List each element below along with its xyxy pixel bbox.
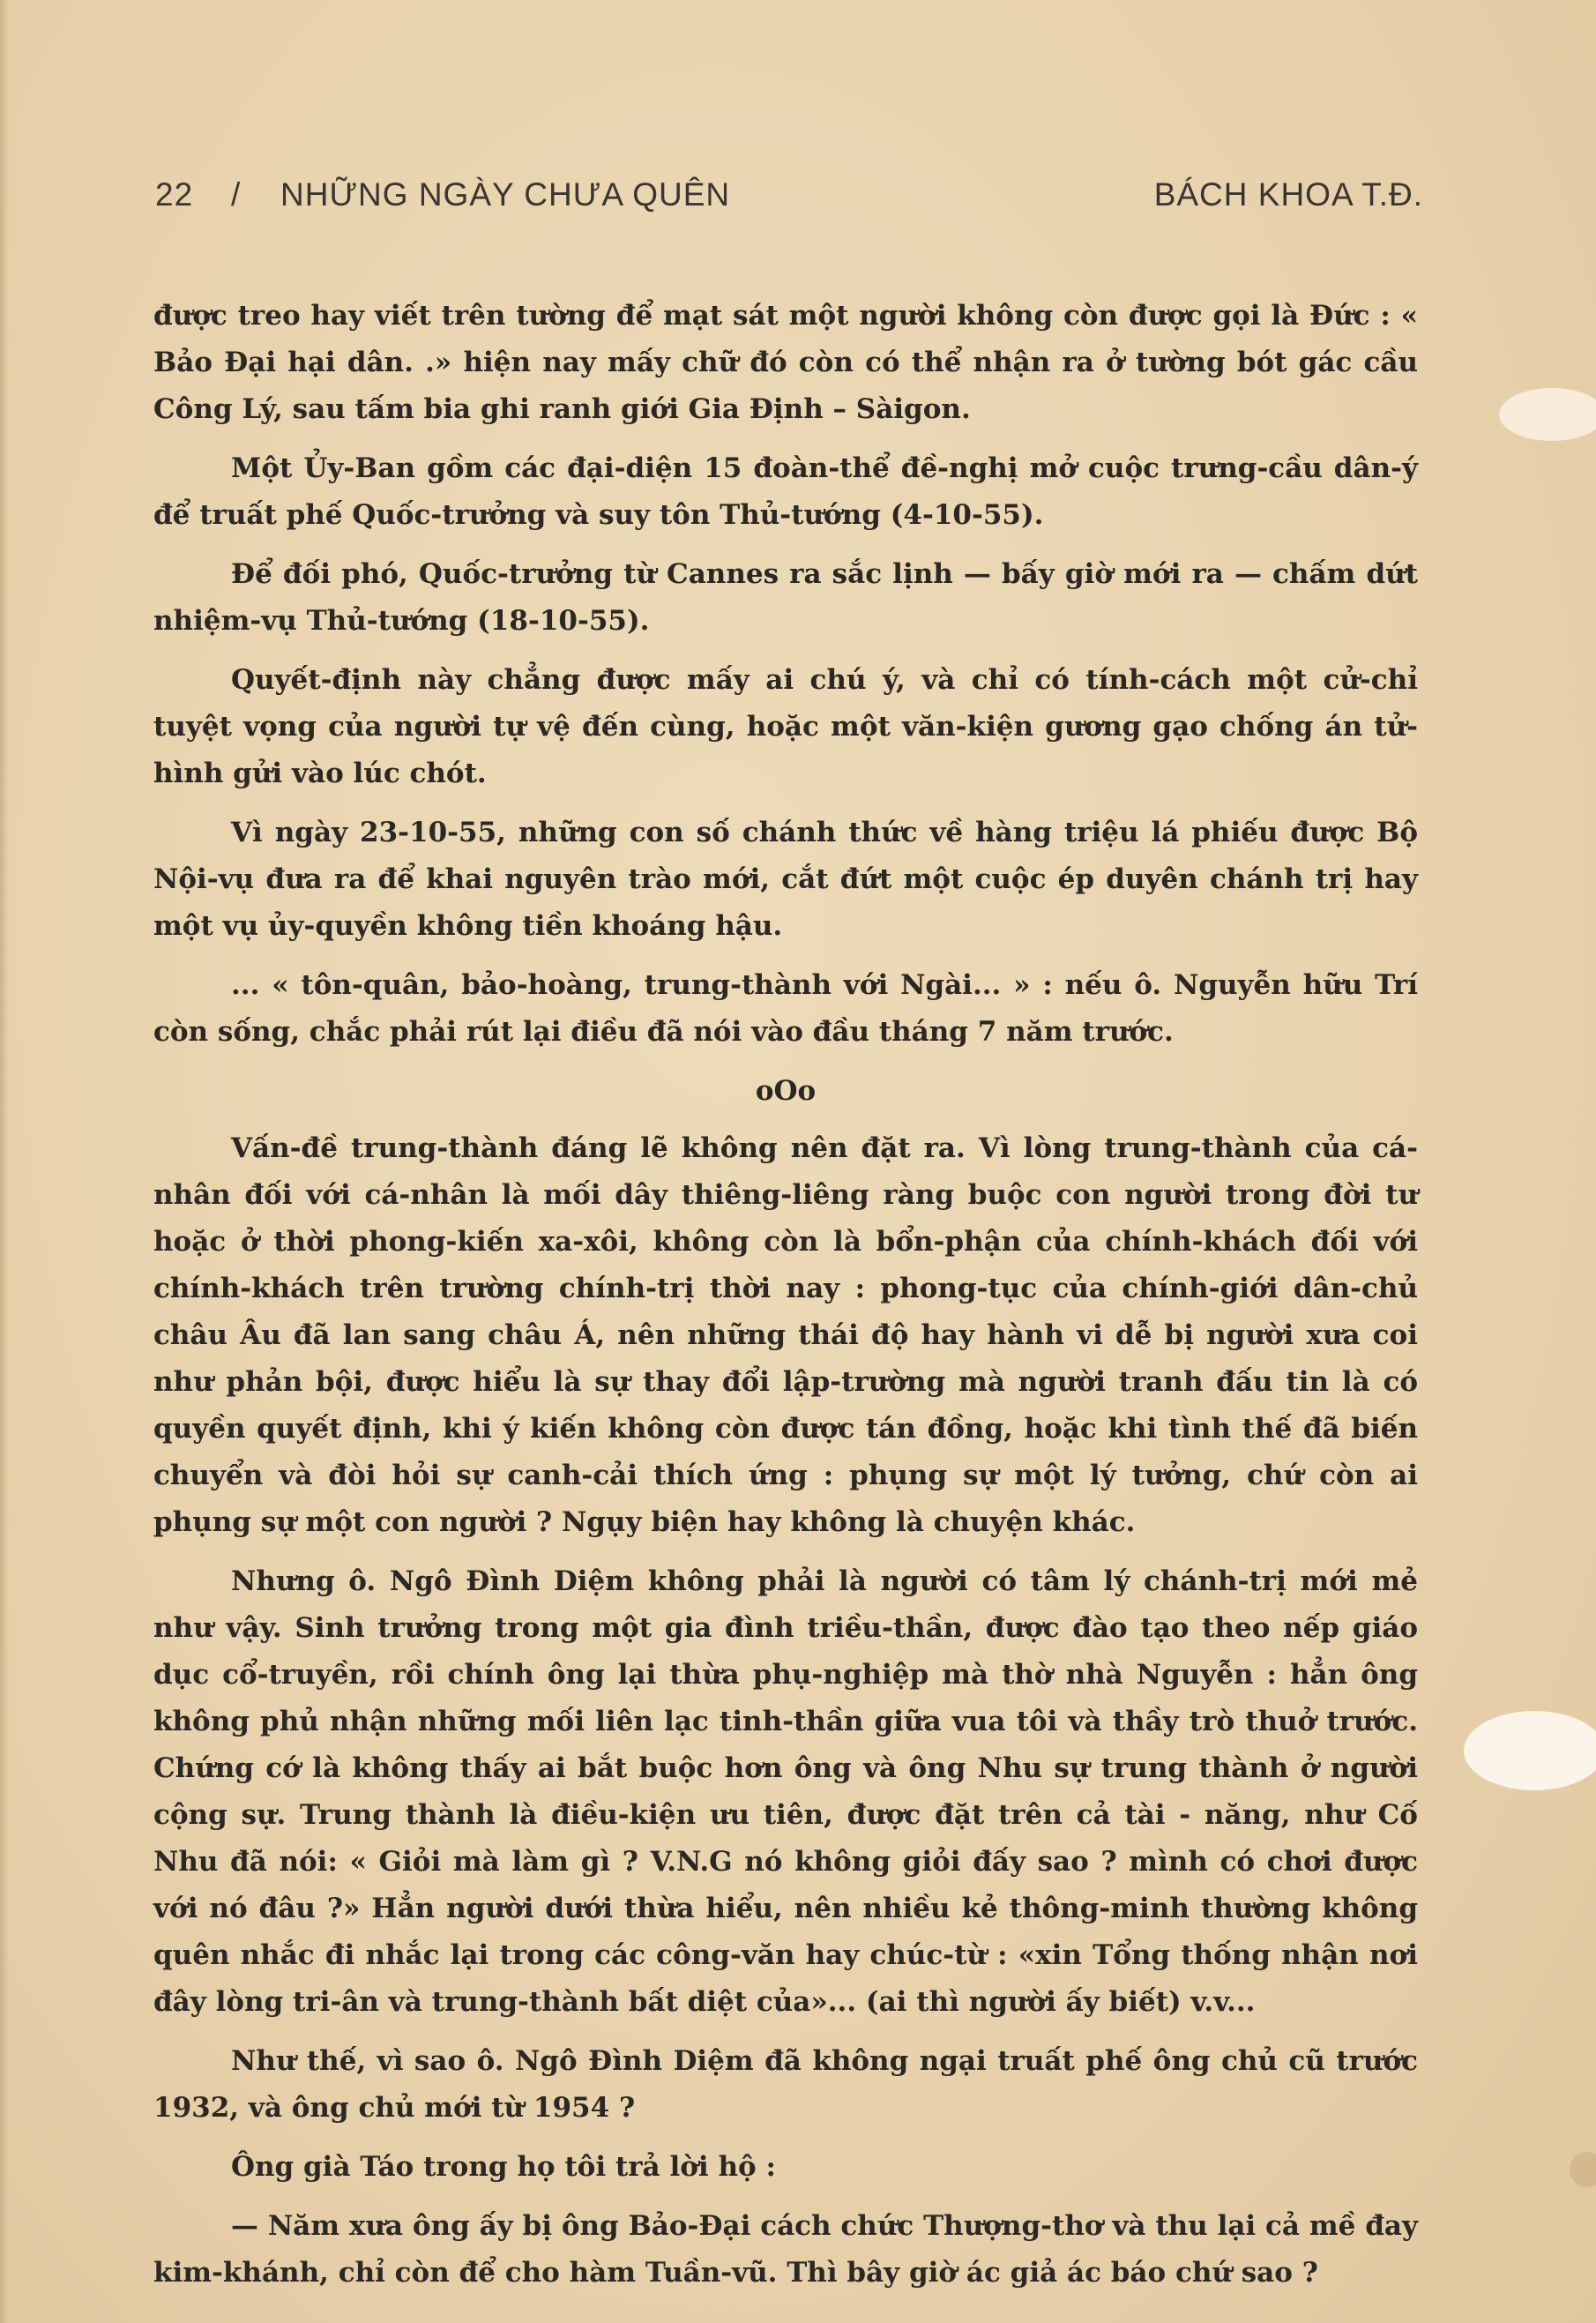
article-body [153, 293, 1418, 2309]
paragraph: ... « tôn-quân, bảo-hoàng, trung-thành với Ngài... » : nếu ô. Nguyễn hữu Trí còn sống, chắc phải rút lại điều đã nói vào đầu tháng 7 năm trước. [153, 969, 1418, 1048]
paragraph: Quyết-định này chẳng được mấy ai chú ý, và chỉ có tính-cách một cử-chỉ tuyệt vọng của người tự vệ đến cùng, hoặc một văn-kiện gương gạo chống án tử-hình gửi vào lúc chót. [153, 664, 1418, 789]
paragraph: được treo hay viết trên tường để mạt sát một người không còn được gọi là Đức : « Bảo Đại hại dân. .» hiện nay mấy chữ đó còn có thể nhận ra ở tường bót gác cầu Công Lý, sau tấm bia ghi ranh giới Gia Định – Sàigon. [153, 300, 1418, 425]
section-divider: oOo [755, 1075, 817, 1107]
dialogue-line: — Năm xưa ông ấy bị ông Bảo-Đại cách chức Thượng-thơ và thu lại cả mề đay kim-khánh, chỉ còn để cho hàm Tuần-vũ. Thì bây giờ ác giả ác báo chứ sao ? [153, 2210, 1418, 2289]
paragraph: Nhưng ô. Ngô Đình Diệm không phải là người có tâm lý chánh-trị mới mẻ như vậy. Sinh trưởng trong một gia đình triều-thần, được đào tạo theo nếp giáo dục cổ-truyền, rồi chính ông lại thừa phụ-nghiệp mà thờ nhà Nguyễn : hẳn ông không phủ nhận những mối liên lạc tinh-thần giữa vua tôi và thầy trò thuở trước. Chứng cớ là không thấy ai bắt buộc hơn ông và ông Nhu sự trung thành ở người cộng sự. Trung thành là điều-kiện ưu tiên, được đặt trên cả tài - năng, như Cố Nhu đã nói: « Giỏi mà làm gì ? V.N.G nó không giỏi đấy sao ? mình có chơi được với nó đâu ?» Hẳn người dưới thừa hiểu, nên nhiều kẻ thông-minh thường không quên nhắc đi nhắc lại trong các công-văn hay chúc-từ : «xin Tổng thống nhận nơi đây lòng tri-ân và trung-thành bất diệt của»... (ai thì người ấy biết) v.v... [153, 1565, 1418, 2018]
paper-stain [1570, 2152, 1596, 2187]
running-header [155, 176, 1423, 220]
paragraph: Một Ủy-Ban gồm các đại-diện 15 đoàn-thể đề-nghị mở cuộc trưng-cầu dân-ý để truất phế Quốc-trưởng và suy tôn Thủ-tướng (4-10-55). [153, 452, 1418, 531]
header-separator: / [231, 176, 242, 213]
paper-stain [1499, 388, 1596, 441]
paragraph: Ông già Táo trong họ tôi trả lời hộ : [231, 2151, 776, 2183]
page-number: 22 [155, 176, 194, 213]
paper-stain [1464, 1711, 1596, 1790]
paragraph: Để đối phó, Quốc-trưởng từ Cannes ra sắc lịnh — bấy giờ mới ra — chấm dứt nhiệm-vụ Thủ-tướng (18-10-55). [153, 558, 1418, 637]
paragraph: Như thế, vì sao ô. Ngô Đình Diệm đã không ngại truất phế ông chủ cũ trước 1932, và ông chủ mới từ 1954 ? [153, 2045, 1418, 2124]
paragraph: Vì ngày 23-10-55, những con số chánh thức về hàng triệu lá phiếu được Bộ Nội-vụ đưa ra để khai nguyên trào mới, cắt đứt một cuộc ép duyên chánh trị hay một vụ ủy-quyền không tiền khoáng hậu. [153, 817, 1418, 942]
running-title: NHỮNG NGÀY CHƯA QUÊN [280, 176, 731, 213]
paragraph: Vấn-đề trung-thành đáng lẽ không nên đặt ra. Vì lòng trung-thành của cá-nhân đối với cá-nhân là mối dây thiêng-liêng ràng buộc con người trong đời tư hoặc ở thời phong-kiến xa-xôi, không còn là bổn-phận của chính-khách đối với chính-khách trên trường chính-trị thời nay : phong-tục của chính-giới dân-chủ châu Âu đã lan sang châu Á, nên những thái độ hay hành vi dễ bị người xưa coi như phản bội, được hiểu là sự thay đổi lập-trường mà người tranh đấu tin là có quyền quyết định, khi ý kiến không còn được tán đồng, hoặc khi tình thế đã biến chuyển và đòi hỏi sự canh-cải thích ứng : phụng sự một lý tưởng, chứ còn ai phụng sự một con người ? Ngụy biện hay không là chuyện khác. [153, 1132, 1418, 1538]
publication-name: BÁCH KHOA T.Đ. [1153, 176, 1423, 213]
